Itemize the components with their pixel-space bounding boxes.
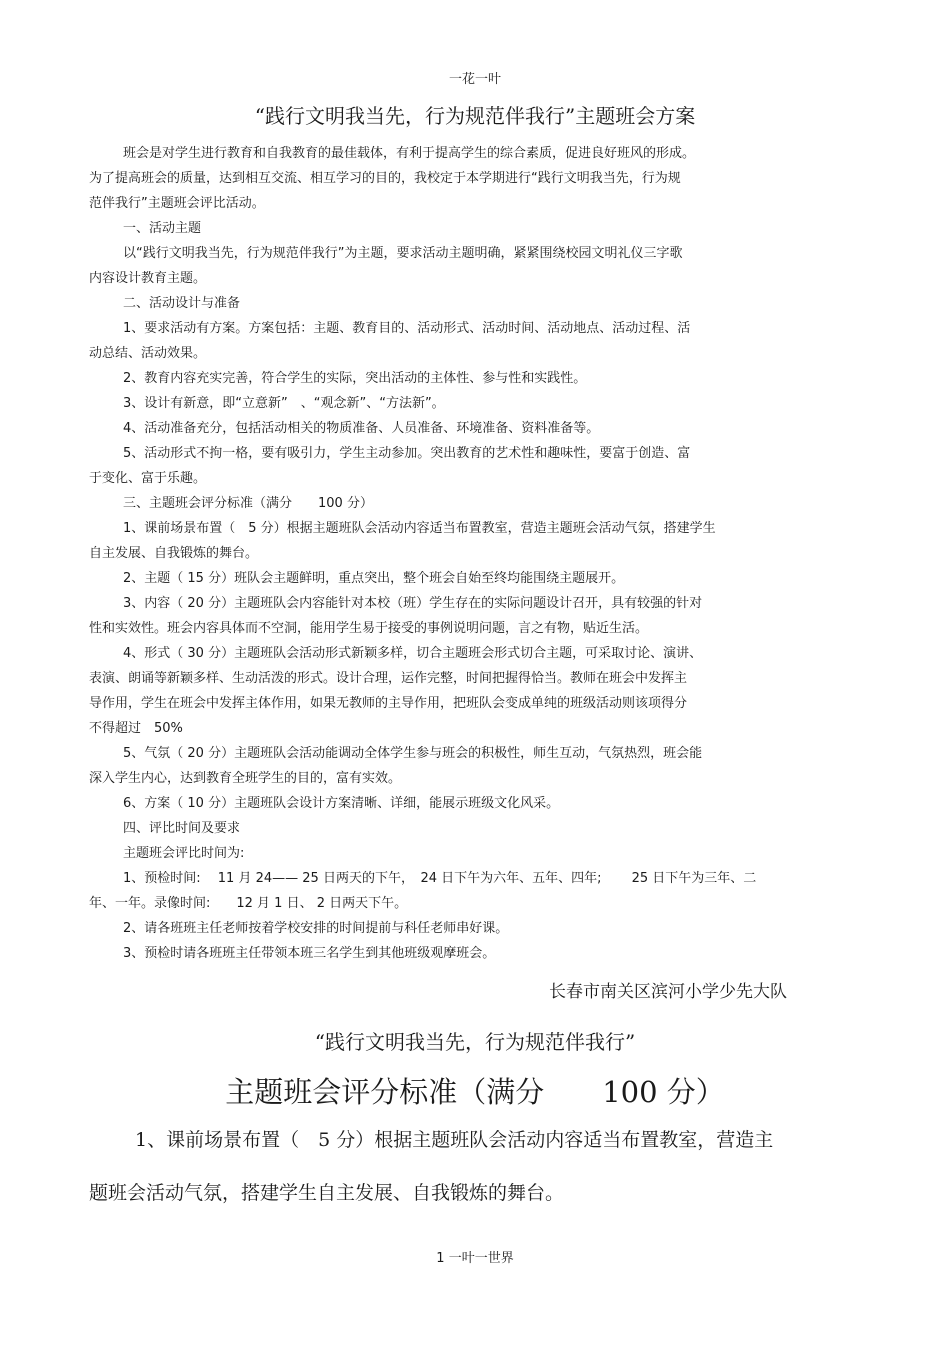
body-line: 动总结、活动效果。 xyxy=(89,346,207,361)
body-line: 5、气氛（ 20 分）主题班队会活动能调动全体学生参与班会的积极性，师生互动，气氛热烈，班会能 xyxy=(123,746,703,761)
large-body-line: 题班会活动气氛，搭建学生自主发展、自我锻炼的舞台。 xyxy=(89,1182,565,1204)
body-line: 1、预检时间: 11 月 24—— 25 日两天的下午， 24 日下午为六年、五年、四年; 25 日下午为三年、二 xyxy=(123,871,757,886)
body-line: 2、请各班班主任老师按着学校安排的时间提前与科任老师串好课。 xyxy=(123,921,509,936)
body-line: 5、活动形式不拘一格，要有吸引力，学生主动参加。突出教育的艺术性和趣味性，要富于创造、富 xyxy=(123,446,691,461)
body-line: 内容设计教育主题。 xyxy=(89,271,207,286)
page-header: 一花一叶 xyxy=(448,72,501,87)
body-line: 4、活动准备充分，包括活动相关的物质准备、人员准备、环境准备、资料准备等。 xyxy=(123,421,600,436)
section-heading: 一、活动主题 xyxy=(123,221,202,236)
body-line: 年、一年。录像时间: 12 月 1 日、 2 日两天下午。 xyxy=(89,896,408,911)
body-line: 主题班会评比时间为: xyxy=(123,846,245,861)
body-line: 3、预检时请各班班主任带领本班三名学生到其他班级观摩班会。 xyxy=(123,946,496,961)
body-line: 1、要求活动有方案。方案包括：主题、教育目的、活动形式、活动时间、活动地点、活动过程、活 xyxy=(123,321,691,336)
body-line: 以“践行文明我当先，行为规范伴我行”为主题，要求活动主题明确，紧紧围绕校园文明礼仪三字歌 xyxy=(123,246,683,261)
body-line: 3、设计有新意，即“立意新” 、“观念新”、“方法新”。 xyxy=(123,396,445,411)
body-line: 范伴我行”主题班会评比活动。 xyxy=(89,196,265,211)
signature: 长春市南关区滨河小学少先大队 xyxy=(549,982,787,1002)
body-line: 自主发展、自我锻炼的舞台。 xyxy=(89,546,259,561)
body-line: 班会是对学生进行教育和自我教育的最佳载体，有利于提高学生的综合素质，促进良好班风的形成。 xyxy=(123,146,696,161)
section-heading: 三、主题班会评分标准（满分 100 分） xyxy=(123,496,373,511)
large-body-line: 1、课前场景布置（ 5 分）根据主题班队会活动内容适当布置教室，营造主 xyxy=(135,1129,774,1151)
body-line: 3、内容（ 20 分）主题班队会内容能针对本校（班）学生存在的实际问题设计召开，具有较强的针对 xyxy=(123,596,703,611)
body-line: 不得超过 50% xyxy=(89,721,183,736)
body-line: 6、方案（ 10 分）主题班队会设计方案清晰、详细，能展示班级文化风采。 xyxy=(123,796,560,811)
document-title: “践行文明我当先，行为规范伴我行”主题班会方案 xyxy=(254,104,696,128)
body-line: 导作用，学生在班会中发挥主体作用，如果无教师的主导作用，把班队会变成单纯的班级活动则该项得分 xyxy=(89,696,688,711)
section-heading: 四、评比时间及要求 xyxy=(123,821,241,836)
body-line: 为了提高班会的质量，达到相互交流、相互学习的目的，我校定于本学期进行“践行文明我当先，行为规 xyxy=(89,171,681,186)
body-line: 2、教育内容充实完善，符合学生的实际，突出活动的主体性、参与性和实践性。 xyxy=(123,371,587,386)
second-title: “践行文明我当先，行为规范伴我行” xyxy=(314,1030,636,1054)
page-footer: 1 一叶一世界 xyxy=(436,1251,514,1266)
body-line: 4、形式（ 30 分）主题班队会活动形式新颖多样，切合主题班会形式切合主题，可采取讨论、演讲、 xyxy=(123,646,703,661)
body-line: 2、主题（ 15 分）班队会主题鲜明，重点突出，整个班会自始至终均能围绕主题展开。 xyxy=(123,571,625,586)
body-line: 表演、朗诵等新颖多样、生动活泼的形式。设计合理，运作完整，时间把握得恰当。教师在班会中发挥主 xyxy=(89,671,688,686)
body-line: 1、课前场景布置（ 5 分）根据主题班队会活动内容适当布置教室，营造主题班会活动气氛，搭建学生 xyxy=(123,521,716,536)
body-line: 于变化、富于乐趣。 xyxy=(89,471,207,486)
section-heading: 二、活动设计与准备 xyxy=(123,296,241,311)
body-line: 深入学生内心，达到教育全班学生的目的，富有实效。 xyxy=(89,771,402,786)
second-subtitle: 主题班会评分标准（满分 100 分） xyxy=(225,1075,725,1109)
body-line: 性和实效性。班会内容具体而不空洞，能用学生易于接受的事例说明问题，言之有物，贴近生活。 xyxy=(89,621,649,636)
